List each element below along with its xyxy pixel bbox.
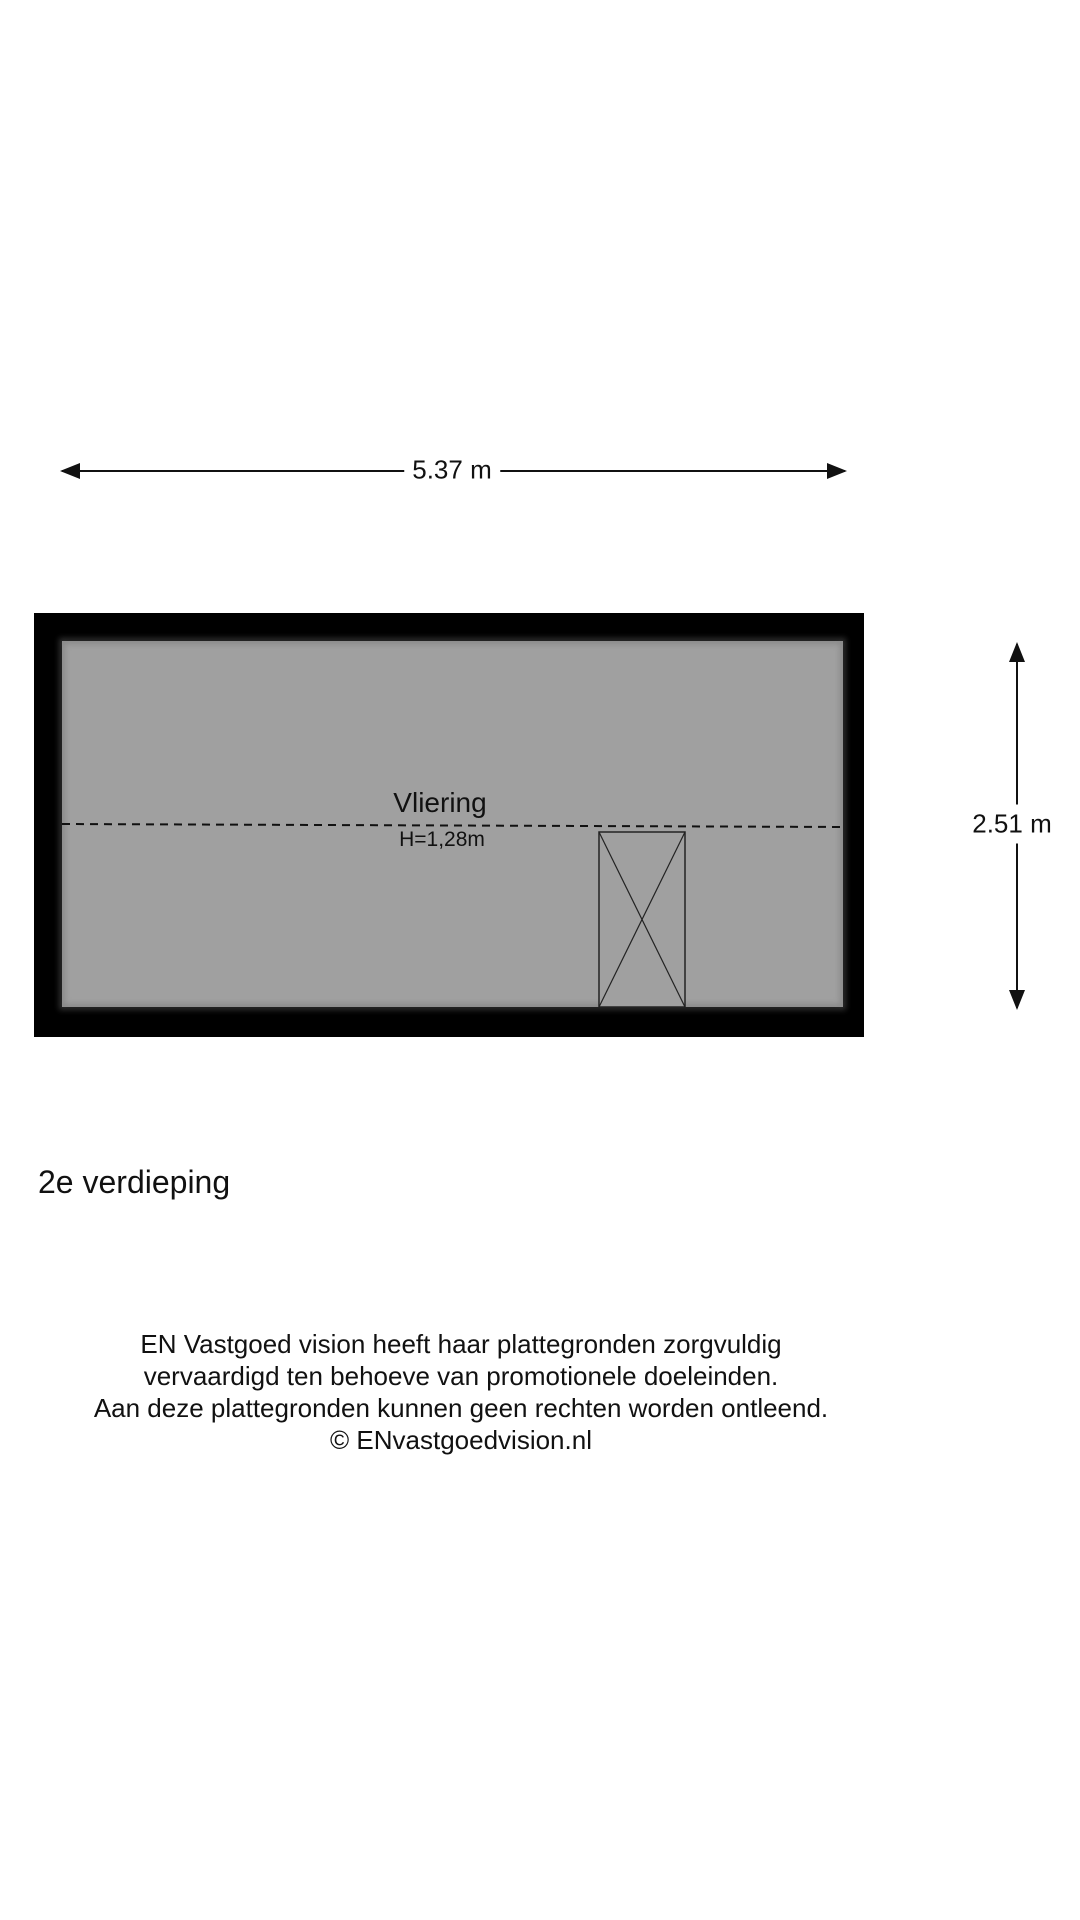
floor-title: 2e verdieping: [38, 1164, 231, 1200]
disclaimer-line: EN Vastgoed vision heeft haar plattegronden zorgvuldig: [140, 1329, 782, 1359]
disclaimer-line: vervaardigd ten behoeve van promotionele doeleinden.: [143, 1361, 779, 1391]
disclaimer: [0, 1328, 922, 1456]
room-name: Vliering: [393, 787, 487, 818]
width-dimension-label: 5.37 m: [404, 455, 500, 486]
disclaimer-line: Aan deze plattegronden kunnen geen rechten worden ontleend.: [93, 1393, 829, 1423]
room-height: H=1,28m: [399, 828, 485, 851]
height-dimension-label: 2.51 m: [972, 805, 1052, 844]
copyright-line: © ENvastgoedvision.nl: [330, 1425, 592, 1455]
